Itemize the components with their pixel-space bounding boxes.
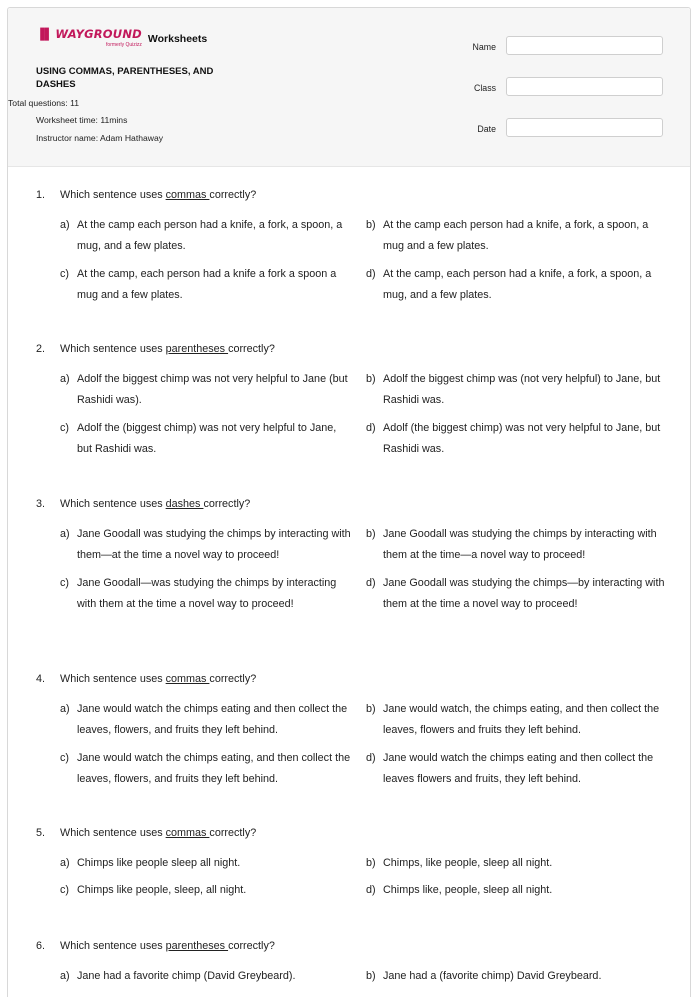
option-text: At the camp, each person had a knife a fork a spoon a mug and a few plates. <box>77 268 337 301</box>
stem-keyword: parentheses <box>165 343 229 355</box>
option-letter: b) <box>366 970 376 982</box>
option-text: Chimps, like people, sleep all night. <box>383 857 553 869</box>
logo-subtitle: formerly Quizizz <box>106 42 142 48</box>
option-letter: d) <box>366 268 376 280</box>
worksheet-page <box>7 7 691 997</box>
option-letter: d) <box>366 422 376 434</box>
option-d[interactable] <box>366 880 666 901</box>
stem-keyword: dashes <box>165 498 204 510</box>
question-number: 1. <box>36 189 46 201</box>
option-text: Jane would watch the chimps eating and then collect the leaves flowers and fruits, they left behind. <box>383 752 654 785</box>
question-stem <box>36 343 275 355</box>
option-letter: c) <box>60 752 69 764</box>
question-stem <box>36 827 256 839</box>
brand <box>36 28 207 48</box>
stem-text: Which sentence uses <box>60 940 166 952</box>
stem-text: correctly? <box>203 498 251 510</box>
option-text: Chimps like, people, sleep all night. <box>383 884 553 896</box>
stem-keyword: commas <box>165 827 210 839</box>
option-letter: a) <box>60 219 70 231</box>
option-text: At the camp, each person had a knife, a fork, a spoon, a mug, and a few plates. <box>383 268 652 301</box>
option-d[interactable] <box>366 748 666 790</box>
option-c[interactable] <box>60 748 352 790</box>
worksheet-title: USING COMMAS, PARENTHESES, AND DASHES <box>36 66 214 90</box>
date-field[interactable] <box>506 118 663 137</box>
stem-text: Which sentence uses <box>60 498 166 510</box>
option-letter: d) <box>366 752 376 764</box>
product-title: Worksheets <box>147 33 208 45</box>
stem-text: Which sentence uses <box>60 343 166 355</box>
option-b[interactable] <box>366 215 666 257</box>
option-d[interactable] <box>366 418 666 460</box>
option-text: Chimps like people, sleep, all night. <box>77 884 247 896</box>
option-text: Jane had a favorite chimp (David Greybeard). <box>77 970 296 982</box>
option-text: Jane had a (favorite chimp) David Greybeard. <box>383 970 602 982</box>
option-d[interactable] <box>366 573 666 615</box>
option-b[interactable] <box>366 853 666 874</box>
option-a[interactable] <box>60 699 352 741</box>
instructor-name: Instructor name: Adam Hathaway <box>36 133 164 143</box>
stem-text: correctly? <box>228 343 275 355</box>
stem-keyword: parentheses <box>165 940 229 952</box>
option-text: Adolf the biggest chimp was not very helpful to Jane (but Rashidi was). <box>77 373 348 406</box>
name-field[interactable] <box>506 36 663 55</box>
option-text: Chimps like people sleep all night. <box>77 857 241 869</box>
option-c[interactable] <box>60 880 352 901</box>
option-a[interactable] <box>60 215 352 257</box>
class-field[interactable] <box>506 77 663 96</box>
worksheet-time: Worksheet time: 11mins <box>36 115 128 125</box>
option-a[interactable] <box>60 524 352 566</box>
question-stem <box>36 673 256 685</box>
option-text: Jane Goodall was studying the chimps by interacting with them—at the time a novel way to proceed! <box>77 528 351 561</box>
question-number: 3. <box>36 498 46 510</box>
stem-text: correctly? <box>209 189 257 201</box>
wayground-logo <box>36 28 142 48</box>
question-number: 4. <box>36 673 46 685</box>
option-text: Adolf the biggest chimp was (not very helpful) to Jane, but Rashidi was. <box>383 373 661 406</box>
question-number: 6. <box>36 940 46 952</box>
stem-text: correctly? <box>209 673 257 685</box>
option-letter: a) <box>60 970 70 982</box>
option-b[interactable] <box>366 699 666 741</box>
stem-text: correctly? <box>209 827 257 839</box>
option-text: Jane would watch, the chimps eating, and then collect the leaves, flowers and fruits they left behind. <box>383 703 660 736</box>
logo-text: WAYGROUND <box>55 27 142 41</box>
option-text: Adolf (the biggest chimp) was not very helpful to Jane, but Rashidi was. <box>383 422 661 455</box>
option-c[interactable] <box>60 573 352 615</box>
option-a[interactable] <box>60 369 352 411</box>
option-a[interactable] <box>60 966 352 987</box>
question-number: 2. <box>36 343 46 355</box>
option-b[interactable] <box>366 369 666 411</box>
option-letter: b) <box>366 703 376 715</box>
option-text: Jane Goodall—was studying the chimps by interacting with them at the time a novel way to proceed! <box>77 577 337 610</box>
option-letter: b) <box>366 373 376 385</box>
class-label: Class <box>474 83 496 93</box>
option-text: At the camp each person had a knife, a fork, a spoon, a mug and a few plates. <box>383 219 649 252</box>
option-letter: c) <box>60 884 69 896</box>
stem-text: Which sentence uses <box>60 673 166 685</box>
stem-text: Which sentence uses <box>60 189 166 201</box>
total-questions: Total questions: 11 <box>8 98 80 108</box>
question-stem <box>36 498 250 510</box>
option-a[interactable] <box>60 853 352 874</box>
stem-text: Which sentence uses <box>60 827 166 839</box>
question-stem <box>36 189 256 201</box>
option-letter: d) <box>366 884 376 896</box>
option-letter: b) <box>366 219 376 231</box>
option-letter: c) <box>60 268 69 280</box>
option-letter: a) <box>60 373 70 385</box>
stem-keyword: commas <box>165 673 210 685</box>
question-stem <box>36 940 275 952</box>
date-label: Date <box>477 124 496 134</box>
worksheet-header <box>8 8 690 167</box>
stem-keyword: commas <box>165 189 210 201</box>
stem-text: correctly? <box>228 940 275 952</box>
option-letter: a) <box>60 857 70 869</box>
option-text: Jane would watch the chimps eating and then collect the leaves, flowers, and fruits they left behind. <box>77 703 348 736</box>
option-letter: a) <box>60 528 70 540</box>
question-number: 5. <box>36 827 46 839</box>
option-text: Jane Goodall was studying the chimps—by interacting with them at the time a novel way to proceed! <box>383 577 665 610</box>
option-b[interactable] <box>366 966 666 987</box>
option-letter: d) <box>366 577 376 589</box>
option-letter: b) <box>366 528 376 540</box>
name-label: Name <box>472 42 496 52</box>
option-text: Jane would watch the chimps eating, and then collect the leaves, flowers, and fruits they left behind. <box>77 752 351 785</box>
option-text: At the camp each person had a knife, a fork, a spoon, a mug, and a few plates. <box>77 219 343 252</box>
option-text: Adolf the (biggest chimp) was not very helpful to Jane, but Rashidi was. <box>77 422 337 455</box>
option-letter: b) <box>366 857 376 869</box>
option-c[interactable] <box>60 418 352 460</box>
option-d[interactable] <box>366 264 666 306</box>
option-letter: a) <box>60 703 70 715</box>
logo-bars-icon: ▐▌ <box>36 28 54 41</box>
option-text: Jane Goodall was studying the chimps by interacting with them at the time—a novel way to proceed! <box>383 528 657 561</box>
option-b[interactable] <box>366 524 666 566</box>
option-letter: c) <box>60 577 69 589</box>
option-letter: c) <box>60 422 69 434</box>
option-c[interactable] <box>60 264 352 306</box>
